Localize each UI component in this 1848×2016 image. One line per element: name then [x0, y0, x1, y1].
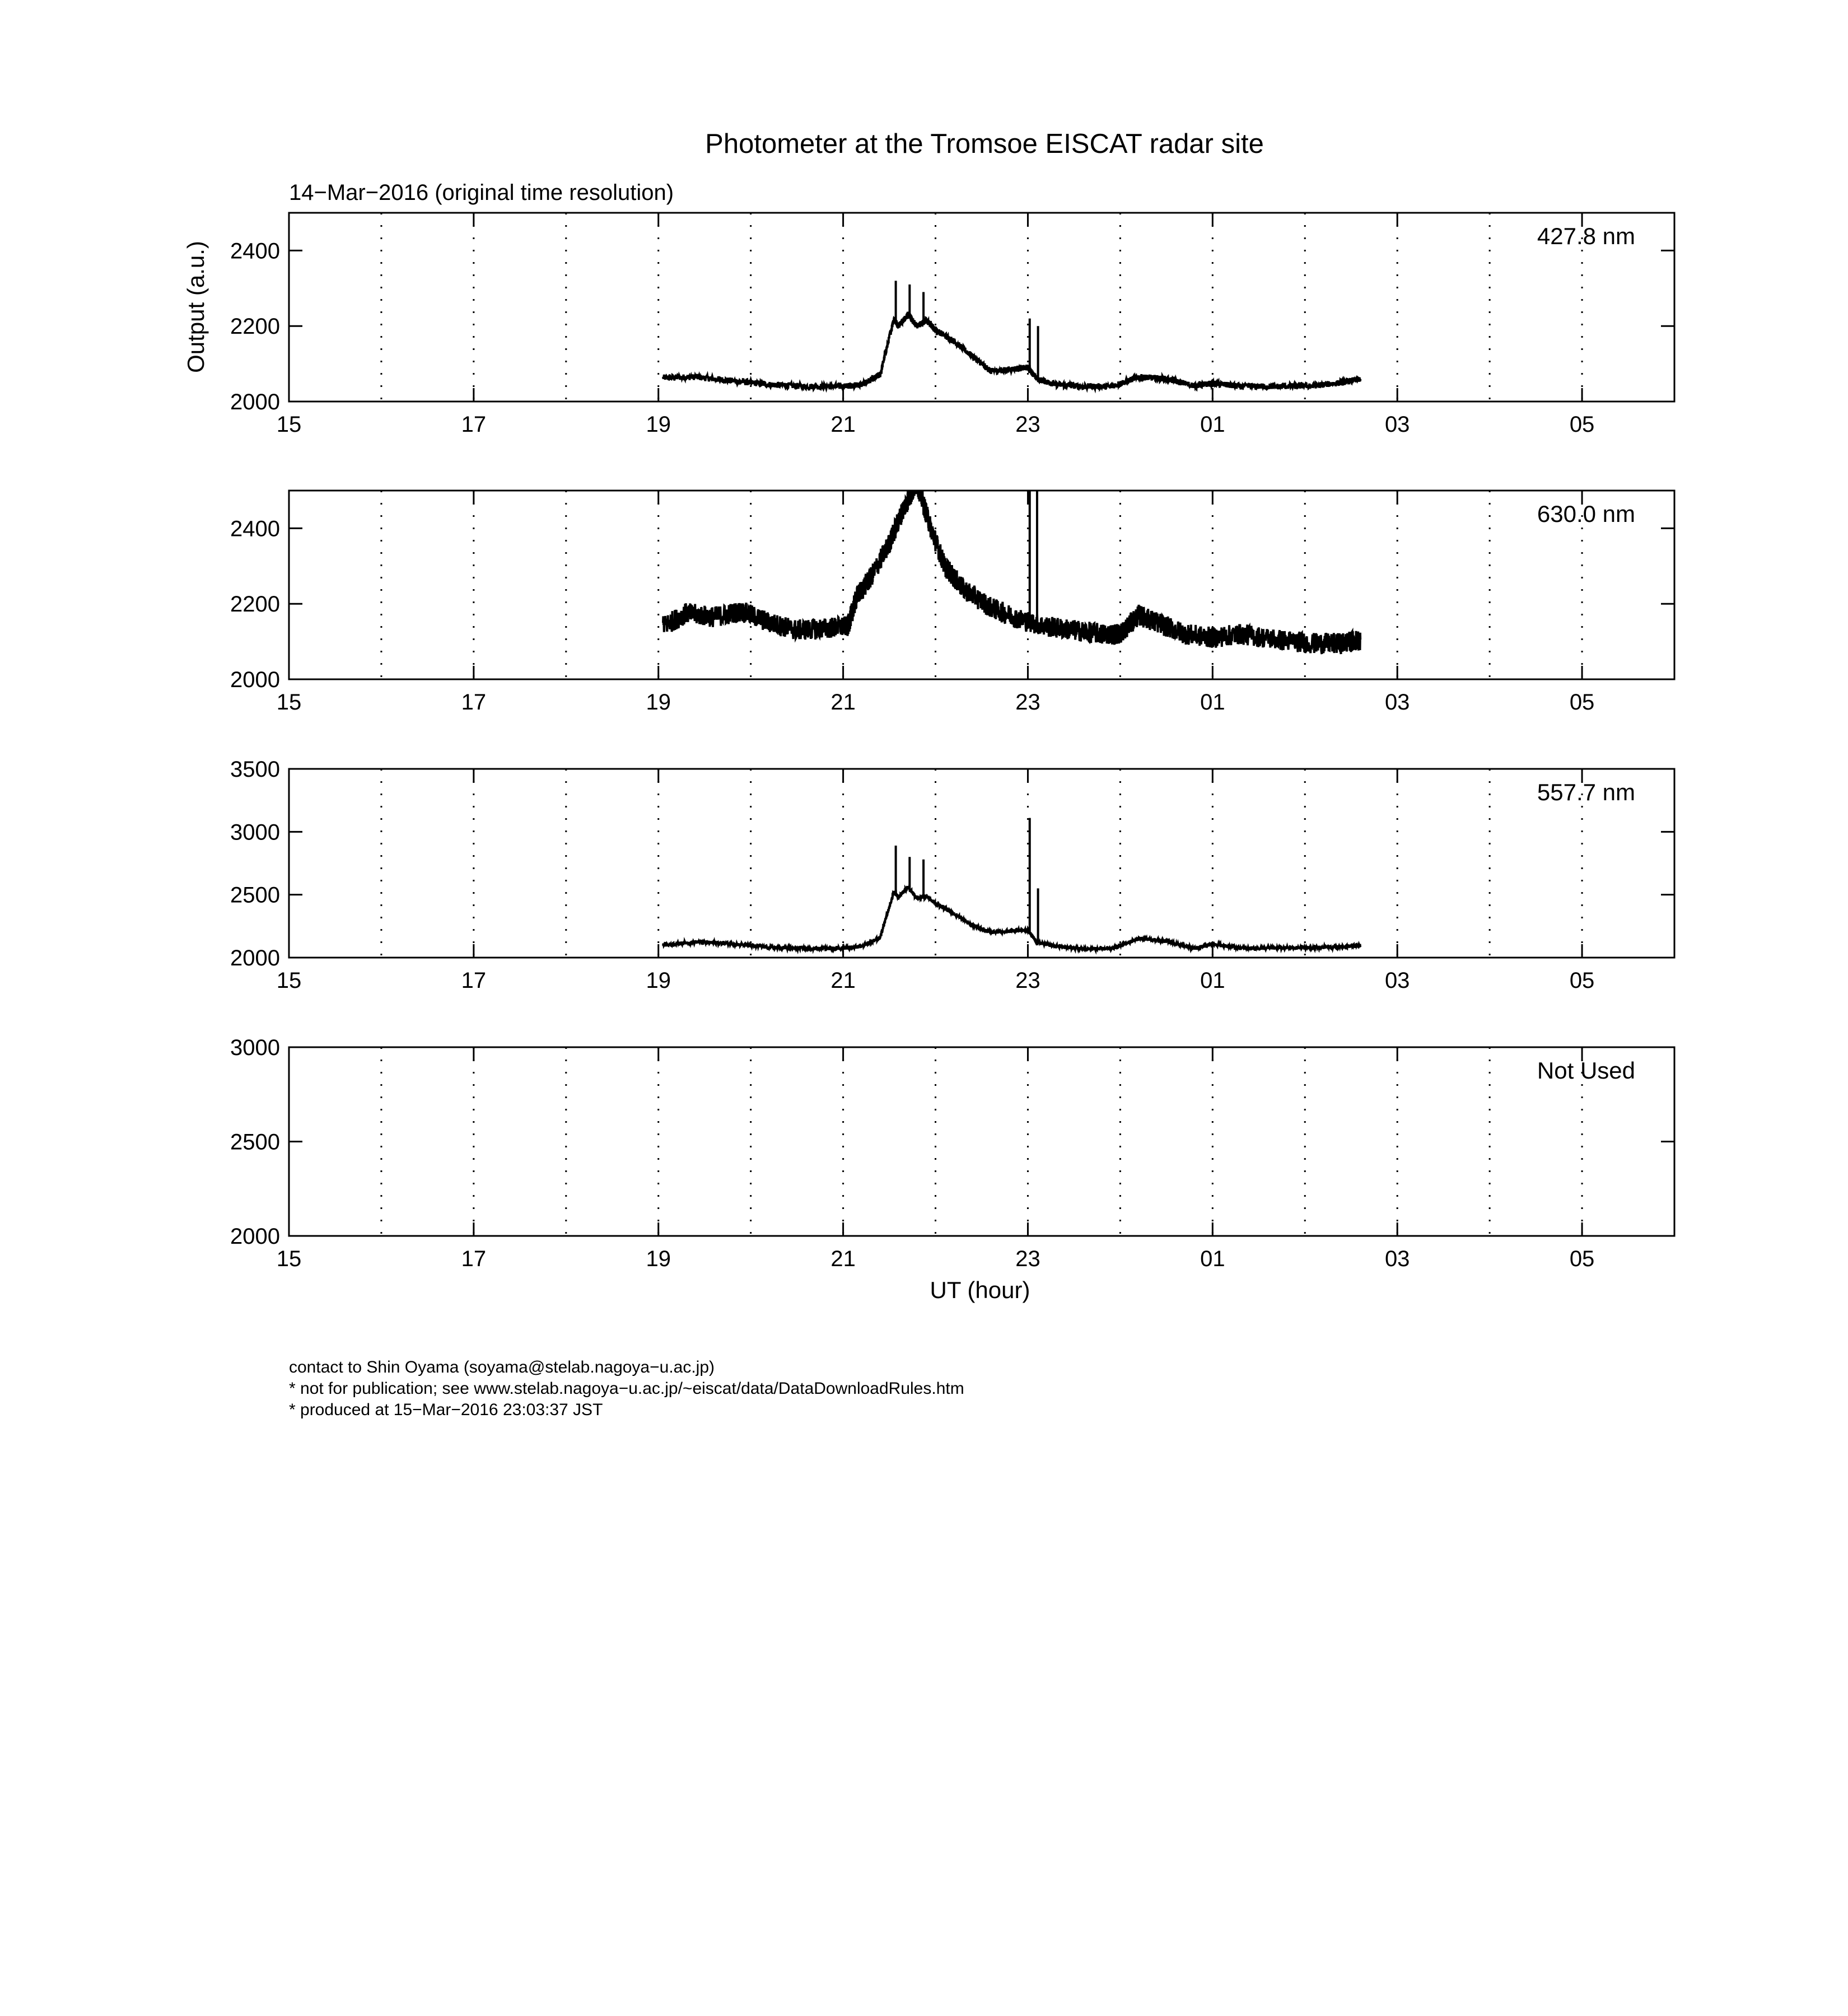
x-tick-label: 01	[1200, 968, 1225, 993]
x-tick-label: 21	[830, 968, 856, 993]
x-tick-label: 05	[1569, 968, 1595, 993]
y-tick-label: 2200	[230, 592, 280, 617]
panel-4	[230, 1035, 1674, 1271]
y-tick-label: 2500	[230, 1130, 280, 1155]
panel-label: Not Used	[1537, 1057, 1635, 1084]
panel-frame	[289, 1047, 1674, 1236]
x-tick-label: 03	[1384, 690, 1410, 715]
x-tick-label: 17	[461, 1247, 487, 1271]
footer-produced-time: * produced at 15−Mar−2016 23:03:37 JST	[289, 1401, 603, 1419]
data-series	[663, 312, 1360, 390]
panel-1	[230, 213, 1674, 437]
chart-panels	[230, 213, 1674, 1271]
y-tick-label: 2400	[230, 239, 280, 264]
footer-usage-note: * not for publication; see www.stelab.nagoya−u.ac.jp/~eiscat/data/DataDownloadRules.htm	[289, 1379, 964, 1398]
x-tick-label: 17	[461, 690, 487, 715]
x-tick-label: 23	[1015, 690, 1040, 715]
x-tick-label: 23	[1015, 412, 1040, 437]
x-tick-label: 15	[276, 968, 302, 993]
panel-frame	[289, 491, 1674, 679]
x-tick-label: 19	[646, 412, 671, 437]
data-series	[663, 477, 1360, 654]
panel-2	[230, 477, 1674, 715]
x-tick-label: 15	[276, 412, 302, 437]
x-axis-label: UT (hour)	[930, 1277, 1030, 1303]
x-tick-label: 17	[461, 412, 487, 437]
x-tick-label: 05	[1569, 1247, 1595, 1271]
x-tick-label: 03	[1384, 968, 1410, 993]
x-tick-label: 03	[1384, 1247, 1410, 1271]
x-tick-label: 17	[461, 968, 487, 993]
x-tick-label: 23	[1015, 1247, 1040, 1271]
panel-3	[230, 757, 1674, 993]
y-axis-label: Output (a.u.)	[183, 241, 209, 373]
x-tick-label: 19	[646, 968, 671, 993]
y-tick-label: 3500	[230, 757, 280, 782]
x-tick-label: 01	[1200, 1247, 1225, 1271]
y-tick-label: 2200	[230, 314, 280, 339]
x-tick-label: 15	[276, 1247, 302, 1271]
x-tick-label: 23	[1015, 968, 1040, 993]
x-tick-label: 05	[1569, 690, 1595, 715]
x-tick-label: 01	[1200, 690, 1225, 715]
x-tick-label: 19	[646, 1247, 671, 1271]
panel-label: 630.0 nm	[1537, 501, 1635, 527]
x-tick-label: 19	[646, 690, 671, 715]
chart-subtitle: 14−Mar−2016 (original time resolution)	[289, 180, 674, 205]
x-tick-label: 01	[1200, 412, 1225, 437]
y-tick-label: 2000	[230, 1224, 280, 1249]
x-tick-label: 03	[1384, 412, 1410, 437]
y-tick-label: 2000	[230, 946, 280, 970]
y-tick-label: 3000	[230, 820, 280, 845]
panel-label: 427.8 nm	[1537, 223, 1635, 249]
y-tick-label: 2400	[230, 516, 280, 542]
x-tick-label: 21	[830, 690, 856, 715]
footer-contact: contact to Shin Oyama (soyama@stelab.nagoya−u.ac.jp)	[289, 1358, 715, 1376]
y-tick-label: 3000	[230, 1035, 280, 1060]
data-series	[663, 886, 1360, 950]
footer	[289, 1358, 964, 1419]
x-tick-label: 15	[276, 690, 302, 715]
x-tick-label: 21	[830, 412, 856, 437]
panel-frame	[289, 213, 1674, 402]
y-tick-label: 2000	[230, 390, 280, 414]
x-tick-label: 05	[1569, 412, 1595, 437]
x-tick-label: 21	[830, 1247, 856, 1271]
chart-title: Photometer at the Tromsoe EISCAT radar site	[705, 129, 1264, 159]
y-tick-label: 2000	[230, 668, 280, 692]
panel-label: 557.7 nm	[1537, 779, 1635, 805]
y-tick-label: 2500	[230, 883, 280, 908]
